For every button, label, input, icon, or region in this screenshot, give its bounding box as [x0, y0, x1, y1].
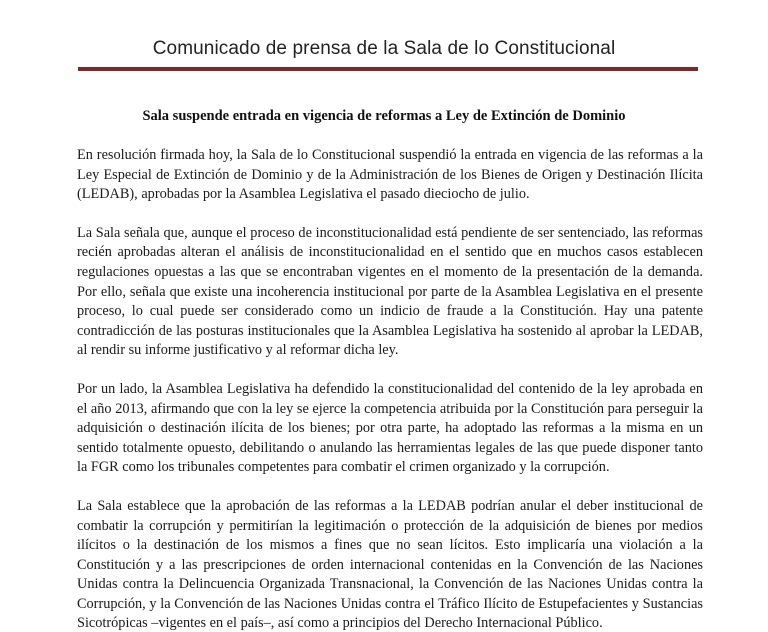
paragraph-4: La Sala establece que la aprobación de las reformas a la LEDAB podrían anular el deber institucional de combatir la corrupción y permitirían la legitimación o protección de la adquisición de bienes por medios ilícitos o la destinación de los mismos a fines que no sean lícitos. Esto implicaría una violación a la Constitución y a las prescripciones de orden internacional contenidas en la Convención de las Naciones Unidas contra la Delincuencia Organizada Transnacional, la Convención de las Naciones Unidas contra la Corrupción, y la Convención de las Naciones Unidas contra el Tráfico Ilícito de Estupefacientes y Sustancias Sicotrópicas –vigentes en el país–, así como a principios del Derecho Internacional Público. — [77, 497, 703, 632]
paragraph-2: La Sala señala que, aunque el proceso de inconstitucionalidad está pendiente de ser sentenciado, las reformas recién aprobadas alteran el análisis de inconstitucionalidad en el sentido que en muchos casos establecen regulaciones opuestas a las que se encontraban vigentes en el momento de la presentación de la demanda. Por ello, señala que existe una incoherencia institucional por parte de la Asamblea Legislativa en el presente proceso, lo cual puede ser considerado como un indicio de fraude a la Constitución. Hay una patente contradicción de las posturas institucionales que la Asamblea Legislativa ha sostenido al aprobar la LEDAB, al rendir su informe justificativo y al reformar dicha ley. — [77, 224, 703, 359]
header-divider — [78, 67, 698, 71]
page-header-title: Comunicado de prensa de la Sala de lo Constitucional — [152, 38, 616, 59]
document-body — [77, 146, 703, 632]
paragraph-1: En resolución firmada hoy, la Sala de lo Constitucional suspendió la entrada en vigencia de las reformas a la Ley Especial de Extinción de Dominio y de la Administración de los Bienes de Origen y Destinación Ilícita (LEDAB), aprobadas por la Asamblea Legislativa el pasado dieciocho de julio. — [77, 147, 703, 203]
document-title: Sala suspende entrada en vigencia de reformas a Ley de Extinción de Dominio — [142, 108, 626, 124]
paragraph-3: Por un lado, la Asamblea Legislativa ha defendido la constitucionalidad del contenido de la ley aprobada en el año 2013, afirmando que con la ley se ejerce la competencia atribuida por la Constitución para perseguir la adquisición o destinación ilícita de los bienes; por otra parte, ha adoptado las reformas a la misma en un sentido totalmente opuesto, debilitando o anulando las herramientas legales de las que puede disponer tanto la FGR como los tribunales competentes para combatir el crimen organizado y la corrupción. — [77, 380, 703, 476]
